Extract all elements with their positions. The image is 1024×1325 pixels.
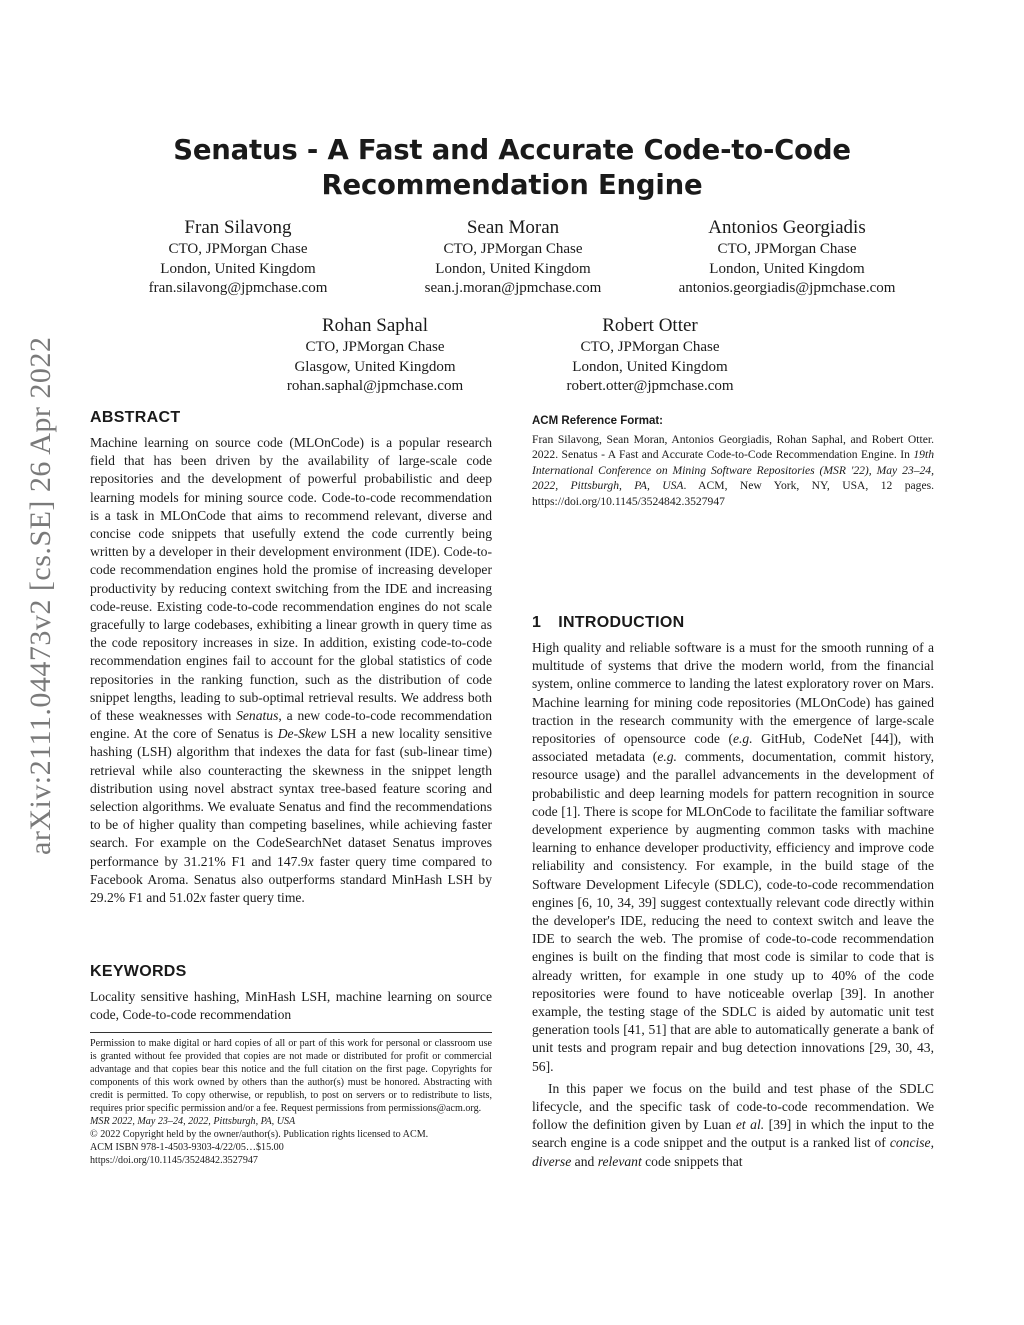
abstract-text: LSH a new locality sensitive hashing (LSH) algorithm that indexes the data for fast (sub-linear time) retrieval while also counteracting the skewness in the snippet length distribution using novel abstract syntax tree-based feature scoring and selection algorithms. We evaluate Senatus and find the recommendations to be of higher quality than competing baselines, while achieving faster search. For example on the CodeSearchNet dataset Senatus improves performance by 31.21% F1 and 147.9 (90, 726, 492, 869)
keywords-text: Locality sensitive hashing, MinHash LSH, machine learning on source code, Code-to-code recommendation (90, 989, 492, 1023)
acm-reference-format (532, 414, 934, 510)
author-location: London, United Kingdom (160, 260, 316, 277)
footnote-copyright: © 2022 Copyright held by the owner/author(s). Publication rights licensed to ACM. (90, 1129, 429, 1140)
intro-emphasis: e.g. (732, 731, 753, 747)
intro-emphasis: relevant (597, 1153, 642, 1169)
author-email: rohan.saphal@jpmchase.com (286, 378, 464, 394)
footnote-venue: MSR 2022, May 23–24, 2022, Pittsburgh, PA, USA (90, 1116, 296, 1127)
author-affiliation: CTO, JPMorgan Chase (305, 339, 445, 355)
author-name: Antonios Georgiadis (708, 217, 866, 238)
author-location: London, United Kingdom (435, 260, 591, 277)
author-location: London, United Kingdom (572, 358, 728, 375)
author-name: Sean Moran (466, 217, 560, 238)
author-affiliation: CTO, JPMorgan Chase (168, 241, 308, 257)
author-affiliation: CTO, JPMorgan Chase (717, 241, 857, 257)
intro-text: In this paper we focus on the build and test phase of the SDLC lifecycle, and the specific task of code-to-code recommendation. We follow the definition given by Luan (532, 1080, 934, 1133)
author-name: Fran Silavong (184, 217, 292, 238)
intro-text: and (571, 1153, 598, 1169)
section-number: 1 (532, 614, 542, 631)
abstract-text: Machine learning on source code (MLOnCode) is a popular research field that has been driven by the availability of large-scale code repositories and the development of powerful probabilistic and deep learning models for mining source code. Code-to-code recommendation is a task in MLOnCode that aims to recommend relevant, diverse and concise code snippets that usefully extend the code currently being written by a developer in their development environment (IDE). Code-to-code recommendation engines hold the promise of increasing developer productivity by reducing context switching from the IDE and increasing code-reuse. Existing code-to-code recommendation engines do not scale gracefully to large codebases, exhibiting a linear growth in query time as the code repository increases in size. In addition, existing code-to-code recommendation engines fail to account for the global statistics of code repositories in the ranking function, such as the distribution of code snippet lengths, leading to sub-optimal retrieval results. We address both of these weaknesses with (90, 435, 492, 724)
author-email: sean.j.moran@jpmchase.com (424, 280, 602, 296)
author-block (265, 314, 485, 397)
author-block (540, 314, 760, 397)
author-affiliation: CTO, JPMorgan Chase (580, 339, 720, 355)
acm-reference-text: . ACM, New York, NY, USA, 12 pages. https://doi.org/10.1145/3524842.3527947 (532, 479, 934, 508)
intro-heading (532, 614, 684, 632)
arxiv-side-stamp: arXiv:2111.04473v2 [cs.SE] 26 Apr 2022 (24, 336, 57, 855)
intro-text: comments, documentation, commit history, resource usage) and the parallel advancements in the development of probabilistic and deep learning models for pattern recognition in source code [1]. There is scope for MLOnCode to facilitate the familiar software development experience by augmenting common tasks with machine learning to enhance developer productivity, efficiency and improve code reliability and consistency. For example, in the build stage of the Software Development Lifecyle (SDLC), code-to-code recommendation engines [6, 10, 34, 39] suggest contextually relevant code directly within the developer's IDE, reducing the need to context switch and leave the IDE to search the web. The promise of code-to-code recommendation engines is built on the finding that most code is similar to code that is already written, for example in one study up to 40% of the code repositories were found to have noticeable overlap [39]. In another example, the testing stage of the SDLC is aided by automatic unit test generation tools [41, 51] that are able to automatically generate a bank of unit tests and program repair and bug detection innovations [29, 30, 43, 56]. (532, 749, 934, 1074)
abstract-emphasis: Senatus (236, 708, 279, 724)
intro-emphasis: diverse (532, 1153, 572, 1169)
intro-emphasis: concise (889, 1135, 931, 1151)
abstract-text: faster query time compared to Facebook Aroma. Senatus also outperforms standard MinHash LSH by 29.2% F1 and 51.02 (90, 853, 492, 906)
author-location: Glasgow, United Kingdom (294, 358, 456, 375)
author-affiliation: CTO, JPMorgan Chase (443, 241, 583, 257)
intro-text: [39] in which the input to the search engine is a code snippet and the output is a ranked list of (532, 1117, 934, 1151)
author-location: London, United Kingdom (709, 260, 865, 277)
abstract-body (90, 434, 492, 907)
permission-footnote (90, 1032, 492, 1167)
section-title: INTRODUCTION (558, 614, 685, 631)
author-name: Rohan Saphal (321, 315, 429, 336)
abstract-emphasis: x (199, 890, 206, 906)
author-email: antonios.georgiadis@jpmchase.com (678, 280, 896, 296)
intro-text: GitHub, CodeNet [44]), with associated metadata ( (532, 731, 934, 765)
paper-title: Senatus - A Fast and Accurate Code-to-Code Recommendation Engine (173, 134, 851, 201)
abstract-emphasis: x (307, 853, 314, 869)
acm-reference-venue: 19th International Conference on Mining Software Repositories (MSR '22), May 23–24, 2022, Pittsburgh, PA, USA (532, 448, 934, 493)
intro-emphasis: et al. (735, 1117, 765, 1133)
intro-text: High quality and reliable software is a must for the smooth running of a multitude of systems that drive the modern world, from the financial system, online commerce to landing the latest exploratory rover on Mars. Machine learning for mining code repositories (MLOnCode) has gained traction in the research community with the emergence of large-scale repositories of opensource code ( (532, 640, 934, 747)
intro-text: code snippets that (641, 1153, 743, 1169)
acm-reference-text: Fran Silavong, Sean Moran, Antonios Georgiadis, Rohan Saphal, and Robert Otter. 2022. Senatus - A Fast and Accurate Code-to-Code Recommendation Engine. In (532, 432, 934, 462)
intro-emphasis: e.g. (657, 749, 677, 765)
intro-text: , (930, 1135, 934, 1151)
abstract-text: faster query time. (205, 890, 305, 906)
footnote-doi: https://doi.org/10.1145/3524842.3527947 (90, 1155, 258, 1166)
author-block (398, 216, 628, 299)
abstract-emphasis: De-Skew (277, 726, 327, 742)
author-name: Robert Otter (602, 315, 698, 336)
footnote-isbn: ACM ISBN 978-1-4503-9303-4/22/05…$15.00 (90, 1142, 284, 1153)
author-block (657, 216, 917, 299)
acm-reference-heading: ACM Reference Format: (532, 415, 663, 427)
author-email: robert.otter@jpmchase.com (566, 378, 734, 394)
keywords-heading: KEYWORDS (90, 963, 187, 980)
keywords-body (90, 988, 492, 1024)
author-email: fran.silavong@jpmchase.com (148, 280, 328, 296)
abstract-heading: ABSTRACT (90, 409, 181, 426)
abstract-text: , a new code-to-code recommendation engine. At the core of Senatus is (90, 708, 493, 742)
author-block (128, 216, 348, 299)
intro-body (532, 639, 934, 1171)
footnote-permission: Permission to make digital or hard copies of all or part of this work for personal or classroom use is granted without fee provided that copies are not made or distributed for profit or commercial advantage and that copies bear this notice and the full citation on the first page. Copyrights for components of this work owned by others than the author(s) must be honored. Abstracting with credit is permitted. To copy otherwise, or republish, to post on servers or to redistribute to lists, requires prior specific permission and/or a fee. Request permissions from permissions@acm.org. (90, 1038, 492, 1114)
